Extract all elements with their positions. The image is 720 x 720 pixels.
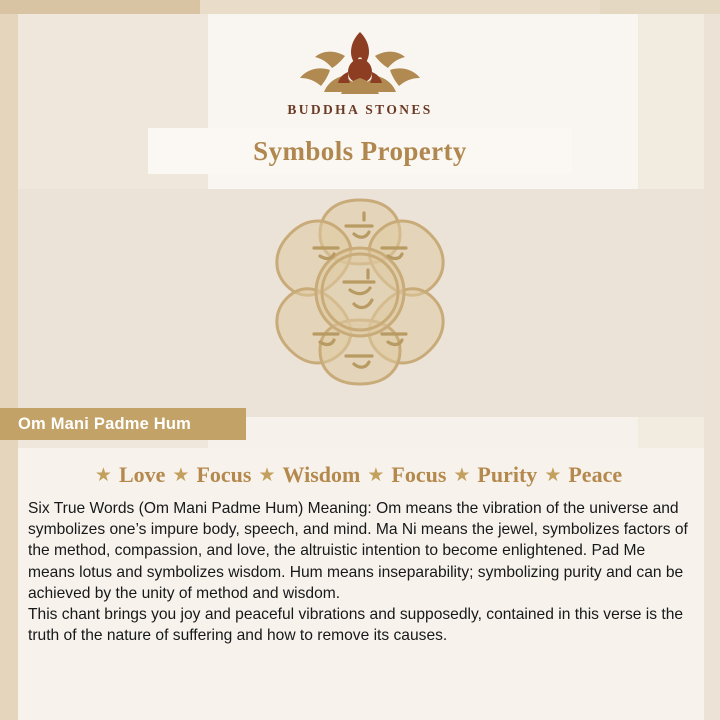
symbol-name-ribbon xyxy=(0,408,246,440)
keyword-focus-2: Focus xyxy=(391,462,447,487)
star-icon: ★ xyxy=(258,464,276,486)
keyword-focus-1: Focus xyxy=(196,462,252,487)
star-icon: ★ xyxy=(94,464,112,486)
keyword-love: Love xyxy=(118,462,166,487)
keyword-purity: Purity xyxy=(477,462,538,487)
content-panel xyxy=(18,448,704,720)
frame-corner-top-left xyxy=(0,0,200,14)
keyword-wisdom: Wisdom xyxy=(282,462,361,487)
star-icon: ★ xyxy=(172,464,190,486)
description-paragraph-2: This chant brings you joy and peaceful vibrations and supposedly, contained in this verse is the truth of the nature of suffering and how to remove its causes. xyxy=(28,606,684,645)
description-paragraph-1: Six True Words (Om Mani Padme Hum) Meaning: Om means the vibration of the universe and symbolizes one’s impure body, speech, and mind. Ma Ni means the jewel, symbolizes factors of the method, compassion, and love, the altruistic intention to become enlightened. Pad Me means lotus and symbolizes wisdom. Hum means inseparability; symbolizing purity and can be achieved by the unity of method and wisdom. xyxy=(28,500,688,602)
page-title-bar xyxy=(148,128,572,174)
symbol-name-label: Om Mani Padme Hum xyxy=(18,414,192,433)
page-title: Symbols Property xyxy=(253,135,467,166)
star-icon: ★ xyxy=(544,464,562,486)
description-text xyxy=(18,488,704,646)
keyword-list xyxy=(18,448,704,488)
keyword-peace: Peace xyxy=(568,462,623,487)
lotus-meditation-icon xyxy=(285,26,435,98)
star-icon: ★ xyxy=(453,464,471,486)
frame-corner-top-right xyxy=(600,0,720,14)
star-icon: ★ xyxy=(367,464,385,486)
brand-logo xyxy=(0,26,720,118)
om-mani-padme-hum-mandala-icon xyxy=(232,186,488,398)
brand-name: BUDDHA STONES xyxy=(287,102,433,117)
